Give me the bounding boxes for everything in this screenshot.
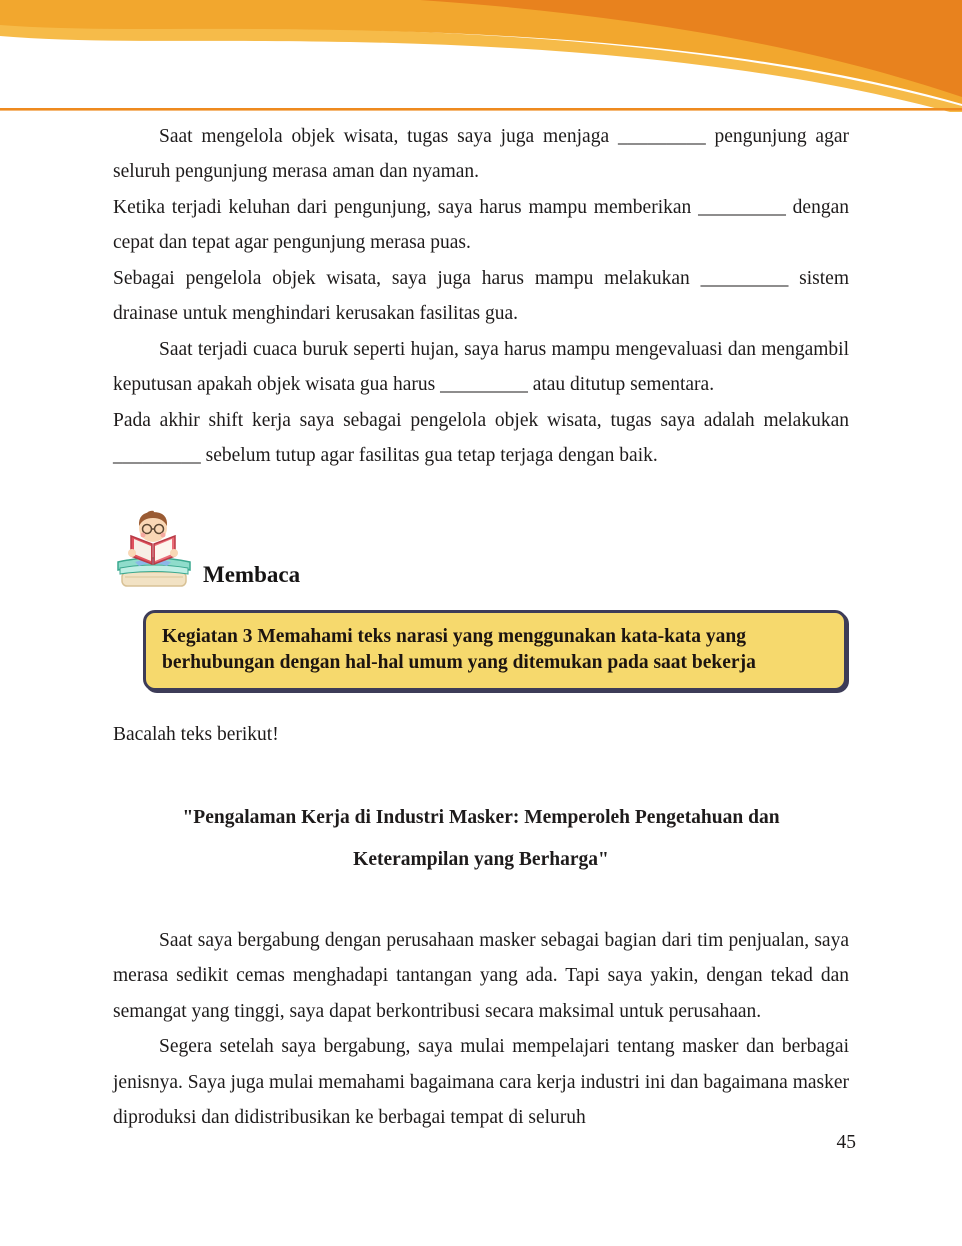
exercise-paragraph: Ketika terjadi keluhan dari pengunjung, saya harus mampu memberikan _________ dengan cepat dan tepat agar pengunjung merasa puas. (113, 196, 849, 254)
reading-paragraph: Segera setelah saya bergabung, saya mulai mempelajari tentang masker dan berbagai jenisnya. Saya juga mulai memahami bagaimana cara kerja industri ini dan bagaimana masker diproduksi dan didistribusikan ke berbagai tempat di seluruh (113, 1036, 849, 1129)
reading-text-block (113, 923, 849, 1136)
membaca-section-header (113, 504, 849, 590)
exercise-paragraph: Saat terjadi cuaca buruk seperti hujan, saya harus mampu mengevaluasi dan mengambil keputusan apakah objek wisata gua harus _________ atau ditutup sementara. (113, 338, 849, 396)
exercise-paragraph: Saat mengelola objek wisata, tugas saya juga menjaga _________ pengunjung agar seluruh pengunjung merasa aman dan nyaman. (113, 126, 849, 183)
activity-box (143, 610, 847, 692)
activity-box-label: Kegiatan 3 Memahami teks narasi yang menggunakan kata-kata yang berhubungan dengan hal-hal umum yang ditemukan pada saat bekerja (162, 625, 756, 674)
header-wave-decoration (0, 0, 962, 112)
reading-title: "Pengalaman Kerja di Industri Masker: Memperoleh Pengetahuan dan Keterampilan yang Berharga" (182, 806, 780, 870)
page-content (113, 112, 849, 1136)
exercise-text-block (113, 119, 849, 474)
exercise-paragraph: Sebagai pengelola objek wisata, saya juga harus mampu melakukan _________ sistem drainase untuk menghindari kerusakan fasilitas gua. (113, 267, 849, 325)
child-reading-icon (113, 506, 193, 590)
page-number: 45 (836, 1132, 856, 1153)
reading-instruction: Bacalah teks berikut! (113, 724, 279, 746)
exercise-paragraph: Pada akhir shift kerja saya sebagai pengelola objek wisata, tugas saya adalah melakukan _________ sebelum tutup agar fasilitas gua tetap terjaga dengan baik. (113, 409, 849, 467)
membaca-heading: Membaca (203, 561, 301, 587)
reading-paragraph: Saat saya bergabung dengan perusahaan masker sebagai bagian dari tim penjualan, saya merasa sedikit cemas menghadapi tantangan yang ada. Tapi saya yakin, dengan tekad dan semangat yang tinggi, saya dapat berkontribusi secara maksimal untuk perusahaan. (113, 929, 849, 1022)
